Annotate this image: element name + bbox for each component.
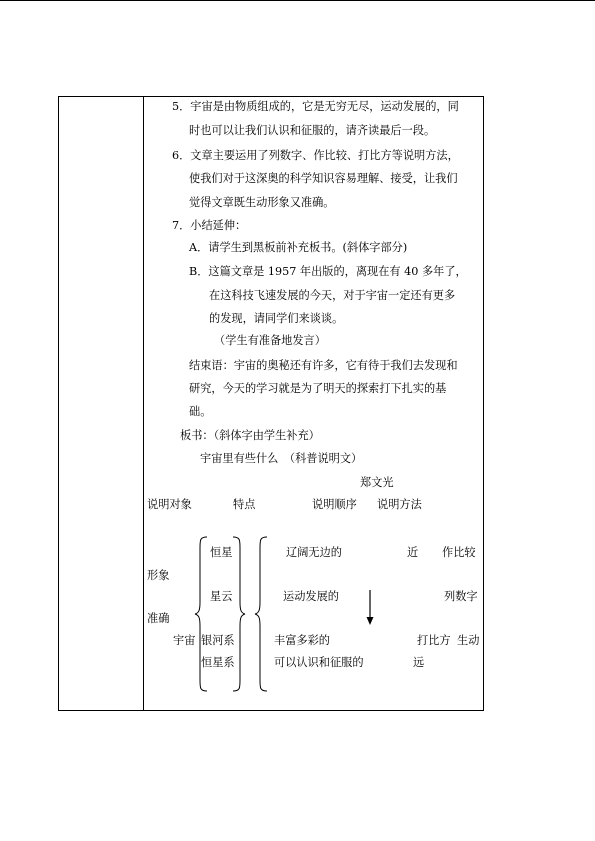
board-object-4: 恒星系 <box>201 656 235 669</box>
board-method-2: 列数字 <box>444 590 478 603</box>
board-effect-3: 生动 <box>457 634 480 647</box>
point-6-line-1: 6．文章主要运用了列数字、作比较、打比方等说明方法， <box>172 149 459 162</box>
board-header-method: 说明方法 <box>377 498 422 511</box>
board-method-1: 作比较 <box>442 546 476 559</box>
board-heading: 板书：（斜体字由学生补充） <box>180 429 320 442</box>
point-7b-line-1: B．这篇文章是 1957 年出版的，离现在有 40 多年了， <box>189 265 467 278</box>
page-top-rule <box>0 0 595 1</box>
table-column-divider <box>143 96 144 711</box>
board-order-near: 近 <box>407 546 419 559</box>
point-5-line-1: 5．宇宙是由物质组成的，它是无穷无尽，运动发展的，同 <box>172 100 459 113</box>
board-header-feature: 特点 <box>233 498 256 511</box>
board-object-1: 恒星 <box>210 546 233 559</box>
board-order-far: 远 <box>413 656 425 669</box>
board-title: 宇宙里有些什么 （科普说明文） <box>200 452 363 465</box>
closing-line-1: 结束语：宇宙的奥秘还有许多，它有待于我们去发现和 <box>189 359 458 372</box>
point-7a: A．请学生到黑板前补充板书。(斜体字部分) <box>189 241 408 254</box>
point-7b-note: （学生有准备地发言） <box>214 334 326 347</box>
board-object-3: 银河系 <box>201 634 235 647</box>
board-feature-3: 丰富多彩的 <box>274 634 330 647</box>
board-method-3: 打比方 <box>417 634 451 647</box>
point-7b-line-2: 在这科技飞速发展的今天，对于宇宙一定还有更多 <box>209 289 456 302</box>
point-6-line-2: 使我们对于这深奥的科学知识容易理解、接受，让我们 <box>189 172 458 185</box>
board-feature-2: 运动发展的 <box>283 590 339 603</box>
lesson-table <box>58 96 484 711</box>
board-subject: 宇宙 <box>173 634 196 647</box>
board-feature-1: 辽阔无边的 <box>286 546 342 559</box>
point-7b-line-3: 的发现，请同学们来谈谈。 <box>209 312 344 325</box>
board-object-2: 星云 <box>210 590 233 603</box>
board-header-object: 说明对象 <box>147 498 192 511</box>
closing-line-2: 研究，今天的学习就是为了明天的探索打下扎实的基 <box>189 382 447 395</box>
board-author: 郑文光 <box>360 476 394 489</box>
left-brace-icon <box>254 536 268 692</box>
point-5-line-2: 时也可以让我们认识和征服的，请齐读最后一段。 <box>189 124 436 137</box>
right-brace-icon <box>232 536 246 692</box>
board-effect-2: 准确 <box>147 612 170 625</box>
point-7-title: 7．小结延伸： <box>172 219 247 232</box>
board-effect-1: 形象 <box>147 569 170 582</box>
arrow-down-icon <box>365 590 375 626</box>
left-brace-icon <box>194 536 208 692</box>
board-feature-4: 可以认识和征服的 <box>274 656 364 669</box>
point-6-line-3: 觉得文章既生动形象又准确。 <box>189 196 335 209</box>
closing-line-3: 础。 <box>189 405 212 418</box>
board-header-order: 说明顺序 <box>312 498 357 511</box>
